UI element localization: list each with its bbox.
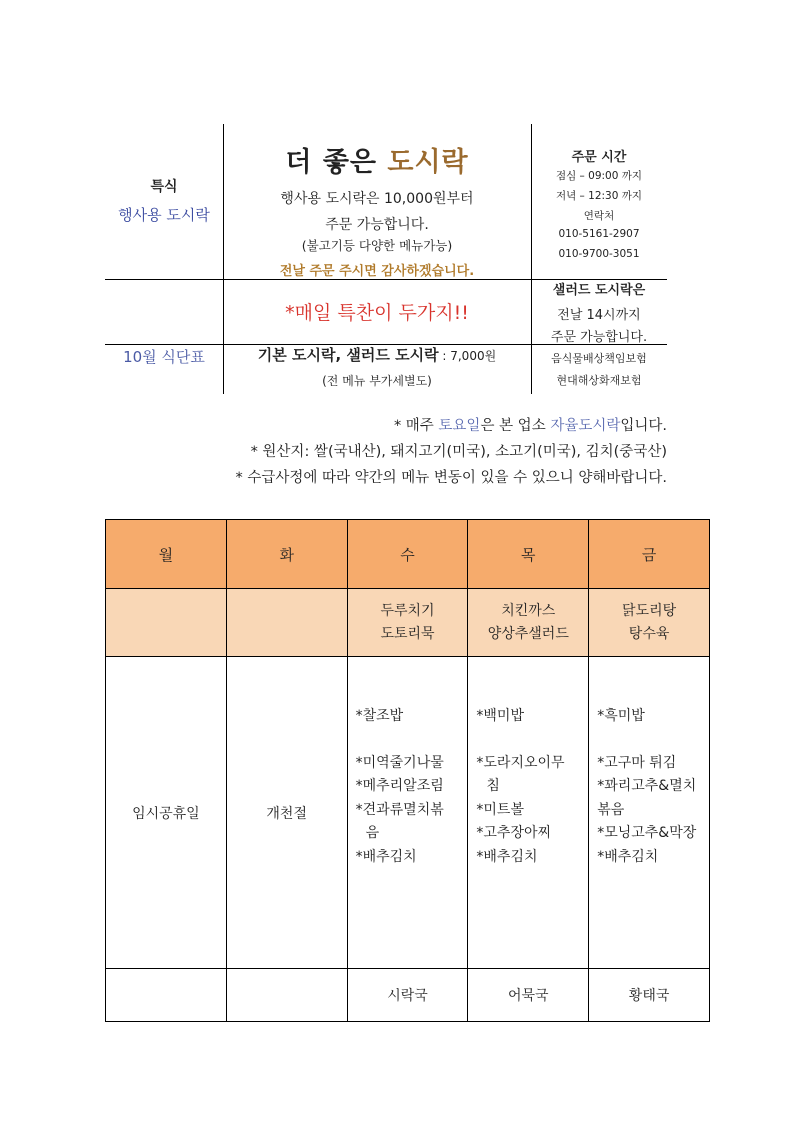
list-item: 볶음	[597, 801, 625, 818]
order-line-contact: 연락처	[583, 210, 615, 222]
page-title	[223, 140, 531, 179]
soup-cell-fri: 황태국	[589, 969, 710, 1022]
soup-cell-tue	[226, 969, 347, 1022]
list-item: *고구마 튀김	[597, 754, 677, 771]
promo-line-3: (불고기등 다양한 메뉴가능)	[301, 238, 453, 253]
day-header-mon: 월	[106, 520, 227, 589]
list-item: *모닝고추&막장	[597, 825, 697, 841]
special-cell-wed	[347, 589, 468, 657]
items-cell-mon: 임시공휴일	[106, 657, 227, 969]
note-text: 은 본 업소	[480, 418, 551, 434]
shop-category-sub: 행사용 도시락	[118, 206, 210, 224]
special-item: 두루치기	[380, 602, 435, 619]
list-item: *흑미밥	[597, 708, 645, 724]
items-cell-thu	[468, 657, 589, 969]
insurance-line-1: 음식물배상책임보험	[551, 352, 647, 365]
promo-line-1: 행사용 도시락은 10,000원부터	[280, 191, 474, 207]
list-item: *배추김치	[476, 848, 538, 865]
header-block	[105, 124, 667, 394]
day-header-thu: 목	[468, 520, 589, 589]
salad-note-line-1: 샐러드 도시락은	[552, 283, 646, 298]
list-item: 음	[365, 825, 380, 841]
list-item: *배추김치	[597, 848, 659, 865]
note-highlight-saturday: 토요일	[438, 418, 481, 434]
list-item: *백미밥	[476, 708, 524, 724]
special-item: 양상추샐러드	[487, 625, 569, 642]
list-gap	[597, 729, 703, 752]
title-brand: 도시락	[387, 147, 469, 178]
items-cell-tue: 개천절	[226, 657, 347, 969]
table-row-items	[106, 657, 710, 969]
order-line-dinner: 저녁 – 12:30 까지	[555, 190, 643, 202]
special-cell-mon	[106, 589, 227, 657]
list-gap	[476, 729, 582, 752]
salad-note-line-3: 주문 가능합니다.	[550, 330, 648, 345]
soup-cell-mon	[106, 969, 227, 1022]
list-item: *미역줄기나물	[355, 754, 444, 771]
items-cell-fri	[589, 657, 710, 969]
special-cell-tue	[226, 589, 347, 657]
note-highlight-self: 자율도시락	[550, 418, 621, 434]
soup-cell-thu: 어묵국	[468, 969, 589, 1022]
menu-table	[105, 519, 710, 1022]
day-header-wed: 수	[347, 520, 468, 589]
table-row-soups	[106, 969, 710, 1022]
order-line-phone-1: 010-5161-2907	[558, 228, 640, 240]
title-prefix: 더 좋은	[285, 147, 388, 178]
list-item: *찰조밥	[355, 708, 404, 724]
list-gap	[356, 729, 462, 752]
day-header-fri: 금	[589, 520, 710, 589]
shop-category: 특식	[150, 179, 178, 195]
special-item: 도토리묵	[380, 625, 435, 642]
list-item: *배추김치	[355, 848, 417, 865]
special-cell-thu	[468, 589, 589, 657]
note-line-1	[235, 413, 667, 439]
table-row-days	[106, 520, 710, 589]
special-cell-fri	[589, 589, 710, 657]
list-item: *꽈리고추&멸치	[597, 778, 697, 794]
items-cell-wed	[347, 657, 468, 969]
basic-menu-label: 기본 도시락, 샐러드 도시락	[257, 346, 439, 364]
list-item: *미트볼	[476, 801, 524, 818]
list-item: 침	[486, 778, 500, 794]
note-text: 입니다.	[620, 418, 667, 434]
day-header-tue: 화	[226, 520, 347, 589]
notes	[235, 413, 667, 491]
note-text: * 매주	[393, 418, 439, 434]
month-label: 10월 식단표	[123, 348, 205, 366]
special-item: 치킨까스	[501, 602, 556, 619]
list-item: *도라지오이무	[476, 754, 565, 771]
note-line-3: * 수급사정에 따라 약간의 메뉴 변동이 있을 수 있으니 양해바랍니다.	[235, 470, 667, 486]
list-item: *고추장아찌	[476, 825, 552, 841]
promo-line-4: 전날 주문 주시면 감사하겠습니다.	[279, 264, 475, 279]
vat-note: (전 메뉴 부가세별도)	[322, 374, 432, 388]
special-item: 탕수육	[628, 625, 670, 642]
insurance-line-2: 현대해상화재보험	[556, 374, 642, 387]
soup-cell-wed: 시락국	[347, 969, 468, 1022]
promo-line-2: 주문 가능합니다.	[325, 217, 429, 233]
basic-menu-price: : 7,000원	[438, 349, 497, 363]
order-line-lunch: 점심 – 09:00 까지	[555, 170, 643, 182]
order-time-title: 주문 시간	[571, 150, 627, 165]
table-row-specials	[106, 589, 710, 657]
basic-menu-line	[223, 344, 531, 365]
list-item: *메추리알조림	[355, 778, 444, 794]
daily-special-text: *매일 특찬이 두가지!!	[285, 302, 469, 324]
order-line-phone-2: 010-9700-3051	[558, 248, 640, 260]
special-item: 닭도리탕	[622, 602, 677, 619]
salad-note-line-2: 전날 14시까지	[557, 308, 641, 323]
list-item: *견과류멸치볶	[355, 801, 444, 818]
note-line-2: * 원산지: 쌀(국내산), 돼지고기(미국), 소고기(미국), 김치(중국산)	[250, 444, 667, 460]
